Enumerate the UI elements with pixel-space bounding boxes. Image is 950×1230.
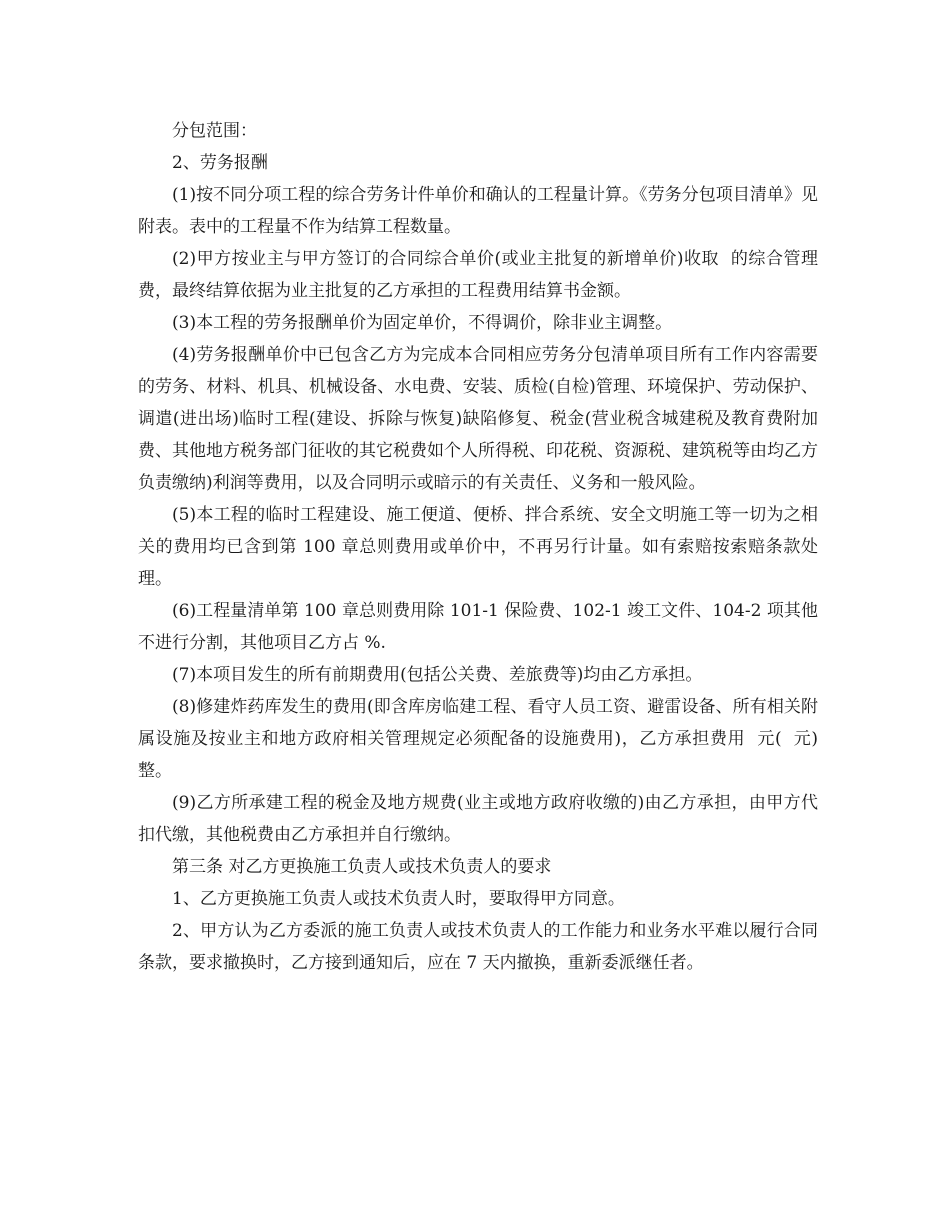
paragraph-clause-7: (7)本项目发生的所有前期费用(包括公关费、差旅费等)均由乙方承担。 xyxy=(172,665,703,685)
paragraph-clause-5: (5)本工程的临时工程建设、施工便道、便桥、拌合系统、安全文明施工等一切为之相关的费用均已含到第 100 章总则费用或单价中，不再另行计量。如有索赔按索赔条款处理。 xyxy=(138,505,818,589)
paragraph-clause-2: (2)甲方按业主与甲方签订的合同综合单价(或业主批复的新增单价)收取 的综合管理费，最终结算依据为业主批复的乙方承担的工程费用结算书金额。 xyxy=(138,249,818,301)
paragraph-clause-8: (8)修建炸药库发生的费用(即含库房临建工程、看守人员工资、避雷设备、所有相关附属设施及按业主和地方政府相关管理规定必须配备的设施费用)，乙方承担费用 元( 元)整。 xyxy=(138,697,818,781)
paragraph-article-3-item-2: 2、甲方认为乙方委派的施工负责人或技术负责人的工作能力和业务水平难以履行合同条款，要求撤换时，乙方接到通知后，应在 7 天内撤换，重新委派继任者。 xyxy=(138,921,818,973)
heading-labor-remuneration: 2、劳务报酬 xyxy=(172,153,268,173)
paragraph-clause-4: (4)劳务报酬单价中已包含乙方为完成本合同相应劳务分包清单项目所有工作内容需要的劳务、材料、机具、机械设备、水电费、安装、质检(自检)管理、环境保护、劳动保护、调遣(进出场)临时工程(建设、拆除与恢复)缺陷修复、税金(营业税含城建税及教育费附加费、其他地方税务部门征收的其它税费如个人所得税、印花税、资源税、建筑税等由均乙方负责缴纳)利润等费用，以及合同明示或暗示的有关责任、义务和一般风险。 xyxy=(138,345,818,493)
paragraph-clause-3: (3)本工程的劳务报酬单价为固定单价，不得调价，除非业主调整。 xyxy=(172,313,673,333)
paragraph-clause-9: (9)乙方所承建工程的税金及地方规费(业主或地方政府收缴的)由乙方承担，由甲方代扣代缴，其他税费由乙方承担并自行缴纳。 xyxy=(138,793,818,845)
paragraph-article-3-item-1: 1、乙方更换施工负责人或技术负责人时，要取得甲方同意。 xyxy=(172,889,625,909)
heading-article-3: 第三条 对乙方更换施工负责人或技术负责人的要求 xyxy=(172,857,552,877)
paragraph-subcontract-scope: 分包范围： xyxy=(172,121,257,141)
document-page xyxy=(138,115,818,979)
paragraph-clause-6: (6)工程量清单第 100 章总则费用除 101-1 保险费、102-1 竣工文件、104-2 项其他不进行分割，其他项目乙方占 %. xyxy=(138,601,818,653)
paragraph-clause-1: (1)按不同分项工程的综合劳务计件单价和确认的工程量计算。《劳务分包项目清单》见附表。表中的工程量不作为结算工程数量。 xyxy=(138,185,818,237)
